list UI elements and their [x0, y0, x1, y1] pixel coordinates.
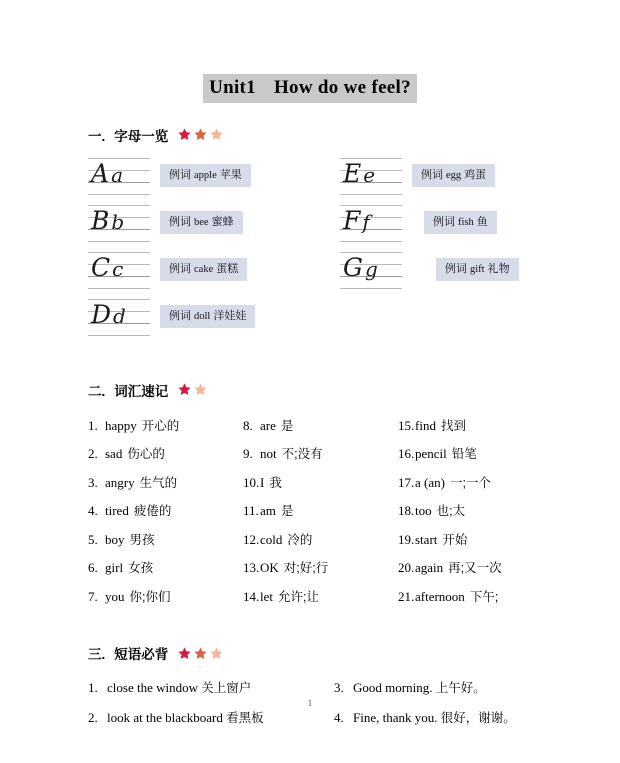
vocabulary-number: 1. — [88, 417, 98, 433]
example-word: fish — [458, 217, 474, 229]
section-3-number: 三. — [88, 647, 106, 663]
difficulty-stars-section-1 — [177, 127, 224, 142]
example-label: 例词 — [169, 216, 191, 229]
star-icon-pale — [193, 382, 208, 397]
vocabulary-number: 14. — [243, 588, 260, 604]
vocabulary-number: 2. — [88, 446, 98, 462]
star-icon-pale — [209, 646, 224, 661]
letter-glyph: Aa — [91, 158, 125, 188]
vocabulary-word: afternoon — [415, 588, 465, 604]
vocabulary-item — [398, 554, 556, 583]
example-word-box — [160, 305, 255, 328]
vocabulary-item — [88, 583, 243, 612]
vocabulary-number: 11. — [243, 503, 259, 519]
vocabulary-word: tired — [105, 503, 129, 519]
section-heading-phrases — [88, 643, 620, 663]
section-2-number: 二. — [88, 383, 106, 399]
page-title — [203, 74, 417, 103]
title-unit: Unit1 — [209, 77, 256, 98]
vocabulary-meaning: 对;好;行 — [283, 561, 329, 576]
vocabulary-meaning: 我 — [269, 475, 282, 490]
example-label: 例词 — [169, 169, 191, 182]
vocabulary-item — [88, 497, 243, 526]
vocabulary-number: 20. — [398, 560, 415, 576]
letter-row — [88, 203, 243, 243]
page-title-container — [0, 0, 620, 103]
vocabulary-meaning: 你;你们 — [129, 589, 171, 604]
letter-row — [88, 297, 255, 337]
vocabulary-number: 9. — [243, 446, 253, 462]
section-3-label: 短语必背 — [114, 647, 169, 663]
difficulty-stars-section-2 — [177, 382, 208, 397]
letter-glyph: Gg — [343, 252, 380, 282]
example-meaning: 苹果 — [219, 169, 242, 182]
vocabulary-item — [398, 412, 556, 441]
vocabulary-word: cold — [260, 531, 283, 547]
vocabulary-word: angry — [105, 474, 135, 490]
vocabulary-word: I — [260, 474, 265, 490]
letter-glyph: Ff — [343, 205, 372, 235]
letter-glyph: Bb — [91, 205, 127, 235]
phrase-number: 1. — [88, 680, 98, 696]
vocabulary-item — [88, 469, 243, 498]
difficulty-stars-section-3 — [177, 646, 224, 661]
vocabulary-meaning: 生气的 — [139, 475, 178, 490]
vocabulary-word: boy — [105, 531, 125, 547]
alphabet-grid — [88, 156, 558, 344]
vocabulary-number: 13. — [243, 560, 260, 576]
handwriting-staff — [88, 297, 150, 337]
star-icon-mid — [193, 127, 208, 142]
vocabulary-item — [88, 526, 243, 555]
vocabulary-number: 7. — [88, 588, 98, 604]
example-word-box — [436, 258, 519, 281]
example-meaning: 蛋糕 — [216, 263, 239, 276]
vocabulary-item — [398, 497, 556, 526]
handwriting-staff — [88, 203, 150, 243]
vocabulary-word: you — [105, 588, 125, 604]
title-main: How do we feel? — [273, 77, 411, 98]
handwriting-staff — [340, 203, 402, 243]
phrase-number: 4. — [334, 710, 344, 726]
example-label: 例词 — [169, 310, 191, 323]
example-word-box — [412, 164, 495, 187]
phrase-english: close the window — [107, 680, 198, 696]
section-1-number: 一. — [88, 128, 106, 144]
phrase-meaning: 关上窗户 — [201, 681, 252, 696]
vocabulary-word: not — [260, 446, 277, 462]
example-word-box — [160, 211, 243, 234]
example-meaning: 鸡蛋 — [464, 169, 487, 182]
vocabulary-meaning: 开心的 — [141, 418, 180, 433]
vocabulary-number: 16. — [398, 446, 415, 462]
star-icon-mid — [193, 646, 208, 661]
vocabulary-number: 15. — [398, 417, 415, 433]
vocabulary-word: OK — [260, 560, 279, 576]
vocabulary-word: let — [260, 588, 273, 604]
handwriting-staff — [340, 156, 402, 196]
vocabulary-item — [398, 526, 556, 555]
vocabulary-number: 3. — [88, 474, 98, 490]
vocabulary-item — [88, 440, 243, 469]
vocabulary-meaning: 是 — [280, 504, 294, 519]
example-word: gift — [470, 264, 485, 276]
example-meaning: 鱼 — [476, 216, 488, 229]
vocabulary-number: 18. — [398, 503, 415, 519]
vocabulary-item — [243, 526, 398, 555]
vocabulary-number: 8. — [243, 417, 253, 433]
example-word: doll — [194, 311, 211, 323]
letter-row — [88, 156, 251, 196]
phrase-meaning: 看黑板 — [226, 711, 264, 726]
vocabulary-number: 19. — [398, 531, 415, 547]
vocabulary-word: again — [415, 560, 444, 576]
phrase-english: Good morning. — [353, 680, 433, 696]
vocabulary-number: 17. — [398, 474, 415, 490]
vocabulary-meaning: 冷的 — [287, 532, 313, 547]
letter-row — [88, 250, 247, 290]
example-word: bee — [194, 217, 209, 229]
vocabulary-number: 4. — [88, 503, 98, 519]
section-heading-vocabulary — [88, 380, 620, 400]
vocabulary-word: am — [260, 503, 276, 519]
vocabulary-word: are — [260, 417, 276, 433]
vocabulary-number: 6. — [88, 560, 98, 576]
example-meaning: 洋娃娃 — [213, 310, 247, 323]
example-label: 例词 — [433, 216, 455, 229]
star-icon-full — [177, 646, 192, 661]
vocabulary-item — [243, 554, 398, 583]
page-number: 1 — [307, 698, 313, 708]
vocabulary-meaning: 不;没有 — [281, 447, 323, 462]
vocabulary-word: start — [415, 531, 438, 547]
section-1-label: 字母一览 — [114, 128, 169, 144]
vocabulary-word: too — [415, 503, 432, 519]
phrase-number: 3. — [334, 680, 344, 696]
vocabulary-meaning: 是 — [280, 418, 294, 433]
vocabulary-item — [243, 497, 398, 526]
vocabulary-meaning: 下午; — [469, 589, 499, 604]
vocabulary-number: 10. — [243, 474, 260, 490]
vocabulary-item — [398, 440, 556, 469]
letter-glyph: Cc — [91, 252, 126, 282]
handwriting-staff — [340, 250, 402, 290]
letter-glyph: Ee — [343, 158, 378, 188]
vocabulary-item — [398, 583, 556, 612]
section-2-label: 词汇速记 — [114, 383, 169, 399]
star-icon-full — [177, 127, 192, 142]
vocabulary-number: 12. — [243, 531, 260, 547]
vocabulary-item — [243, 412, 398, 441]
vocabulary-item — [243, 469, 398, 498]
vocabulary-item — [243, 583, 398, 612]
vocabulary-item — [88, 554, 243, 583]
vocabulary-meaning: 找到 — [440, 418, 466, 433]
star-icon-pale — [209, 127, 224, 142]
handwriting-staff — [88, 156, 150, 196]
vocabulary-number: 21. — [398, 588, 415, 604]
example-meaning: 蜜蜂 — [211, 216, 234, 229]
letter-row — [340, 156, 495, 196]
handwriting-staff — [88, 250, 150, 290]
vocabulary-word: a (an) — [415, 474, 445, 490]
vocabulary-meaning: 女孩 — [128, 561, 154, 576]
example-word: apple — [194, 170, 217, 182]
vocabulary-number: 5. — [88, 531, 98, 547]
vocabulary-meaning: 再;又一次 — [448, 561, 502, 576]
vocabulary-item — [88, 412, 243, 441]
phrase-number: 2. — [88, 710, 98, 726]
star-icon-full — [177, 382, 192, 397]
vocabulary-meaning: 开始 — [442, 532, 468, 547]
vocabulary-meaning: 伤心的 — [127, 447, 165, 462]
vocabulary-meaning: 也;太 — [436, 504, 466, 519]
vocabulary-meaning: 一;一个 — [449, 475, 491, 490]
example-word: cake — [194, 264, 214, 276]
vocabulary-meaning: 男孩 — [129, 532, 155, 547]
example-label: 例词 — [445, 263, 467, 276]
vocabulary-meaning: 疲倦的 — [133, 504, 172, 519]
vocabulary-word: happy — [105, 417, 137, 433]
letter-glyph: Dd — [91, 299, 128, 329]
vocabulary-list — [88, 412, 556, 612]
example-meaning: 礼物 — [487, 263, 510, 276]
example-word-box — [160, 164, 251, 187]
phrase-english: look at the blackboard — [107, 710, 223, 726]
section-heading-letters — [88, 125, 620, 145]
letter-row — [340, 250, 519, 290]
letter-row — [340, 203, 497, 243]
vocabulary-word: girl — [105, 560, 124, 576]
phrase-meaning: 很好，谢谢。 — [440, 711, 516, 726]
vocabulary-item — [398, 469, 556, 498]
vocabulary-word: pencil — [415, 446, 447, 462]
example-label: 例词 — [169, 263, 191, 276]
phrase-english: Fine, thank you. — [353, 710, 438, 726]
vocabulary-meaning: 允许;让 — [278, 589, 319, 604]
vocabulary-word: find — [415, 417, 436, 433]
example-label: 例词 — [421, 169, 443, 182]
phrase-meaning: 上午好。 — [435, 681, 486, 696]
vocabulary-meaning: 铅笔 — [451, 447, 477, 462]
example-word: egg — [446, 170, 462, 182]
example-word-box — [160, 258, 247, 281]
vocabulary-item — [243, 440, 398, 469]
example-word-box — [424, 211, 497, 234]
vocabulary-word: sad — [105, 446, 123, 462]
